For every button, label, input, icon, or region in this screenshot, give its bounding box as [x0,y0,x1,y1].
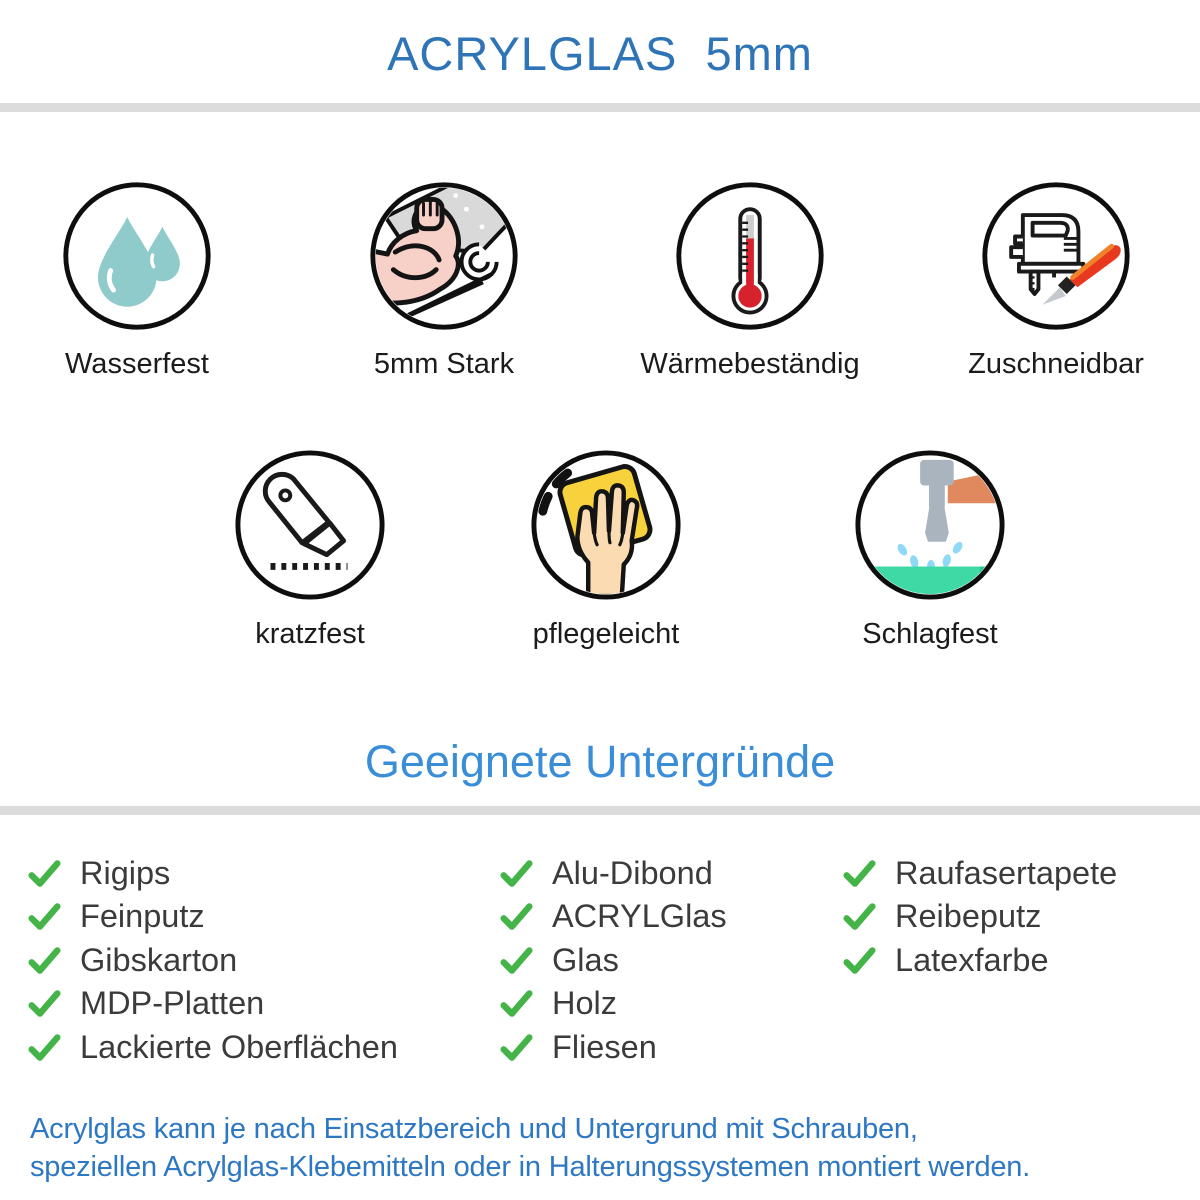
check-icon [843,944,876,977]
check-icon [500,944,533,977]
list-item [843,943,1117,977]
check-icon [28,900,61,933]
feature-label: Zuschneidbar [968,348,1144,380]
mounting-note-line2: speziellen Acrylglas-Klebemitteln oder in Halterungssystemen montiert werden. [30,1151,1031,1183]
check-icon [500,1031,533,1064]
surface-label: Raufasertapete [895,854,1118,891]
check-icon [843,857,876,890]
surface-label: Holz [552,985,618,1021]
list-item [843,856,1117,890]
thermometer-icon [672,178,828,334]
list-item [500,856,727,890]
feature-waermebestaendig [640,178,860,381]
surface-label: Glas [552,941,619,978]
check-icon [28,944,61,977]
surface-label: Lackierte Oberflächen [80,1028,398,1065]
feature-schlagfest [820,446,1040,651]
check-icon [28,1031,61,1064]
list-item [500,1030,727,1064]
feature-pflegeleicht [496,446,716,651]
feature-label: 5mm Stark [373,348,515,380]
list-item [28,900,398,934]
surface-label: Fliesen [552,1028,657,1065]
surfaces-column-2 [500,856,727,1074]
feature-label: Wärmebeständig [640,348,860,380]
list-item [28,856,398,890]
page-title: ACRYLGLAS 5mm [387,27,813,80]
section-divider [0,103,1200,112]
surfaces-column-3 [843,856,1117,987]
list-item [28,943,398,977]
check-icon [500,900,533,933]
check-icon [500,987,533,1020]
section-divider [0,806,1200,815]
check-icon [500,857,533,890]
surface-label: Gibskarton [80,941,238,978]
mounting-note [30,1110,1180,1186]
check-icon [28,987,61,1020]
hammer-impact-icon [851,446,1009,604]
water-drops-icon [59,178,215,334]
surface-label: Reibeputz [895,898,1042,934]
feature-label: Wasserfest [65,348,209,380]
feature-zuschneidbar [946,178,1166,381]
list-item [843,900,1117,934]
feature-5mm-stark [334,178,554,381]
list-item [500,900,727,934]
mounting-note-line1: Acrylglas kann je nach Einsatzbereich und Untergrund mit Schrauben, [30,1113,918,1145]
surfaces-heading: Geeignete Untergründe [364,736,836,787]
strong-arm-sheet-icon [366,178,522,334]
surface-label: Feinputz [80,898,205,934]
list-item [500,987,727,1021]
list-item [28,1030,398,1064]
surface-label: Rigips [80,854,171,891]
jigsaw-cutter-icon [978,178,1134,334]
surface-label: MDP-Platten [80,985,265,1021]
list-item [500,943,727,977]
surfaces-column-1 [28,856,398,1074]
utility-knife-icon [231,446,389,604]
list-item [28,987,398,1021]
feature-wasserfest [27,178,247,381]
cleaning-hand-cloth-icon [527,446,685,604]
feature-label: kratzfest [255,618,365,650]
feature-label: Schlagfest [862,618,998,650]
surface-label: Alu-Dibond [552,854,713,891]
feature-kratzfest [200,446,420,651]
check-icon [28,857,61,890]
check-icon [843,900,876,933]
feature-label: pflegeleicht [532,618,680,650]
surface-label: ACRYLGlas [552,898,727,934]
surface-label: Latexfarbe [895,941,1049,978]
